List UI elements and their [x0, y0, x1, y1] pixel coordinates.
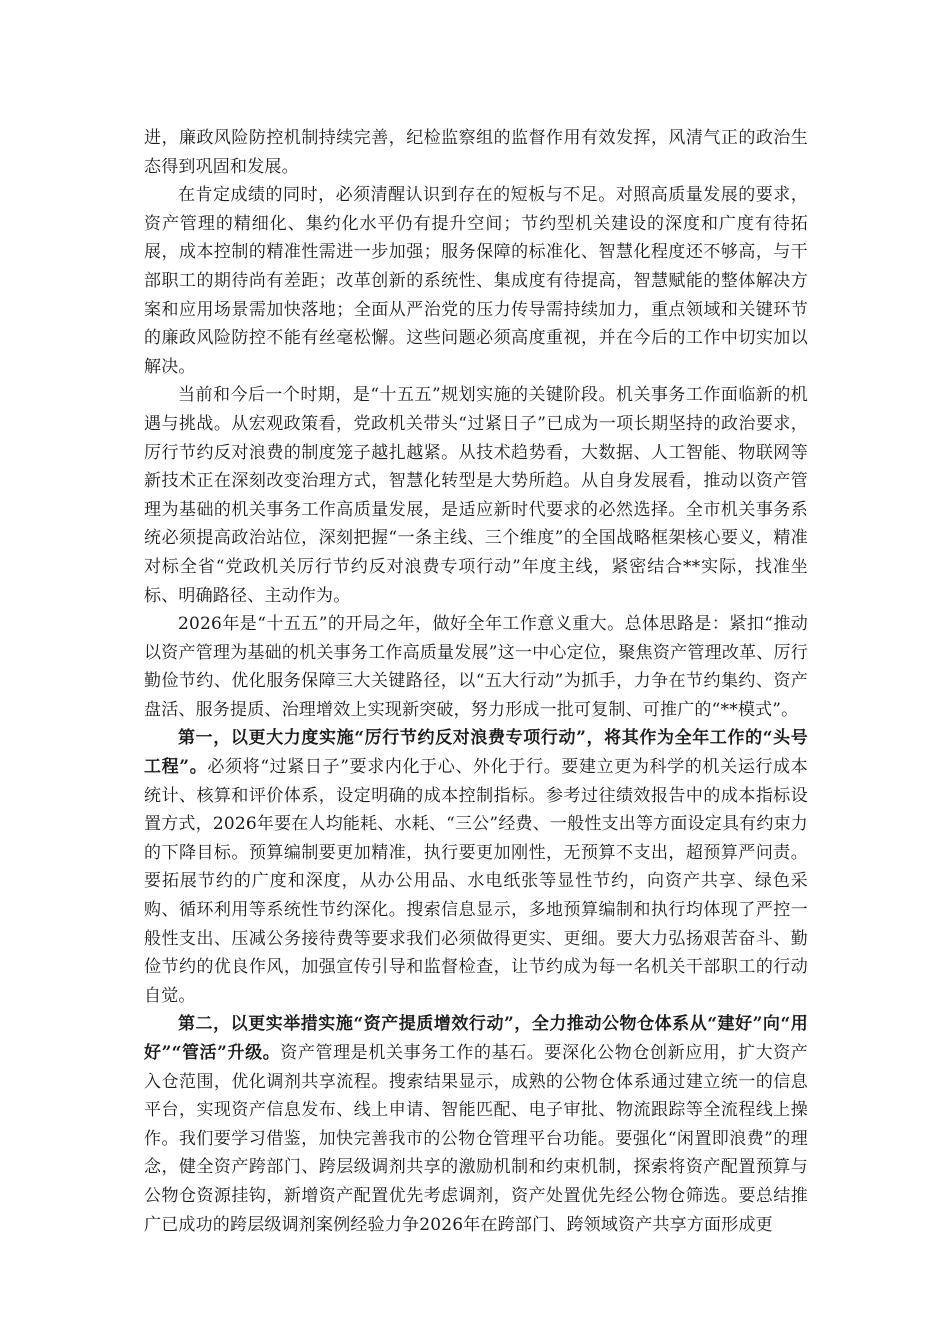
paragraph-situation	[144, 381, 808, 610]
paragraph-text: 资产管理是机关事务工作的基石。要深化公物仓创新应用，扩大资产入仓范围，优化调剂共享流程。搜索结果显示，成熟的公物仓体系通过建立统一的信息平台，实现资产信息发布、线上申请、智能匹配、电子审批、物流跟踪等全流程线上操作。我们要学习借鉴，加快完善我市的公物仓管理平台功能。要强化“闲置即浪费”的理念，健全资产跨部门、跨层级调剂共享的激励机制和约束机制，探索将资产配置预算与公物仓资源挂钩，新增资产配置优先考虑调剂，资产处置优先经公物仓筛选。要总结推广已成功的跨层级调剂案例经验力争2026年在跨部门、跨领域资产共享方面形成更	[144, 1043, 809, 1235]
paragraph-text: 2026年是“十五五”的开局之年，做好全年工作意义重大。总体思路是：紧扣“推动以资产管理为基础的机关事务工作高质量发展”这一中心定位，聚焦资产管理改革、厉行勤俭节约、优化服务保障三大关键路径，以“五大行动”为抓手，力争在节约集约、资产盘活、服务提质、治理增效上实现新突破，努力形成一批可复制、可推广的“**模式”。	[144, 614, 808, 720]
paragraph-shortcomings	[144, 181, 808, 381]
paragraph-text: 进，廉政风险防控机制持续完善，纪检监察组的监督作用有效发挥，风清气正的政治生态得到巩固和发展。	[144, 128, 808, 177]
paragraph-text: 必须将“过紧日子”要求内化于心、外化于行。要建立更为科学的机关运行成本统计、核算和评价体系，设定明确的成本控制指标。参考过往绩效报告中的成本指标设置方式，2026年要在人均能耗、水耗、“三公”经费、一般性支出等方面设定具有约束力的下降目标。预算编制要更加精准，执行要更加刚性，无预算不支出，超预算严问责。要拓展节约的广度和深度，从办公用品、水电纸张等显性节约，向资产共享、绿色采购、循环利用等系统性节约深化。搜索信息显示，多地预算编制和执行均体现了严控一般性支出、压减公务接待费等要求我们必须做得更实、更细。要大力弘扬艰苦奋斗、勤俭节约的优良作风，加强宣传引导和监督检查，让节约成为每一名机关干部职工的行动自觉。	[144, 757, 808, 1006]
paragraph-second-action	[144, 1010, 808, 1239]
paragraph-lead-bold: 第二，以更实举措实施“资产提质增效行动”，全力推动公物仓体系从“建好”向“用好”“管活”升级。	[144, 1014, 808, 1063]
paragraph-text: 当前和今后一个时期，是“十五五”规划实施的关键阶段。机关事务工作面临新的机遇与挑战。从宏观政策看，党政机关带头“过紧日子”已成为一项长期坚持的政治要求，厉行节约反对浪费的制度笼子越扎越紧。从技术趋势看，大数据、人工智能、物联网等新技术正在深刻改变治理方式，智慧化转型是大势所趋。从自身发展看，推动以资产管理为基础的机关事务工作高质量发展，是适应新时代要求的必然选择。全市机关事务系统必须提高政治站位，深刻把握“一条主线、三个维度”的全国战略框架核心要义，精准对标全省“党政机关厉行节约反对浪费专项行动”年度主线，紧密结合**实际，找准坐标、明确路径、主动作为。	[144, 385, 808, 606]
paragraph-first-action	[144, 724, 808, 1010]
paragraph-continuation	[144, 124, 808, 181]
paragraph-lead-bold: 第一，以更大力度实施“厉行节约反对浪费专项行动”，将其作为全年工作的“头号工程”。	[144, 728, 808, 778]
document-page	[144, 124, 808, 1239]
paragraph-overall-approach	[144, 610, 808, 724]
paragraph-text: 在肯定成绩的同时，必须清醒认识到存在的短板与不足。对照高质量发展的要求，资产管理的精细化、集约化水平仍有提升空间；节约型机关建设的深度和广度有待拓展，成本控制的精准性需进一步加强；服务保障的标准化、智慧化程度还不够高，与干部职工的期待尚有差距；改革创新的系统性、集成度有待提高，智慧赋能的整体解决方案和应用场景需加快落地；全面从严治党的压力传导需持续加力，重点领域和关键环节的廉政风险防控不能有丝毫松懈。这些问题必须高度重视，并在今后的工作中切实加以解决。	[144, 185, 808, 377]
